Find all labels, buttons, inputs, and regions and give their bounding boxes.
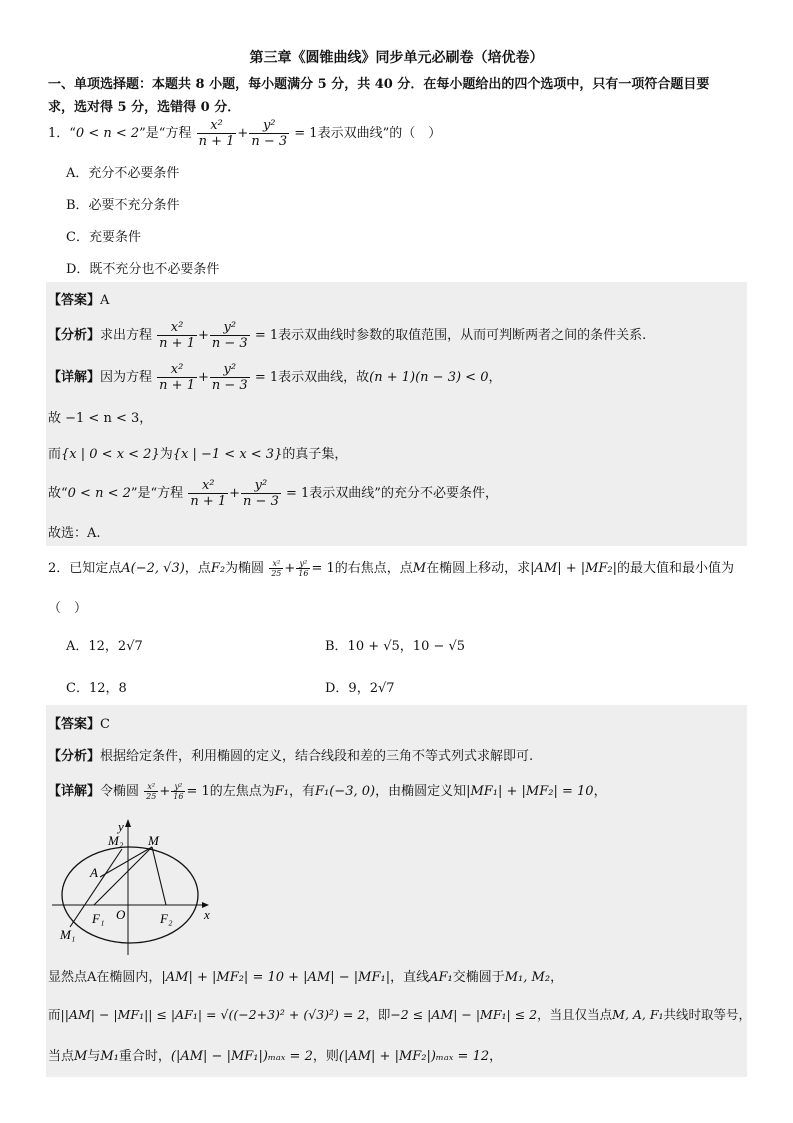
q1-detail-line4: 故“0 < n < 2”是“方程 $\frac{\text{x²}}{n + 1}$ + $\frac{\text{y²}}{n - 3}$ = 1表示双曲线”的充分不必要条件，	[48, 478, 498, 509]
label-m2: M₂	[108, 833, 124, 848]
q1-analysis: 【分析】求出方程 $\frac{\text{x²}}{n + 1}$ + $\frac{\text{y²}}{n - 3}$ = 1表示双曲线时参数的取值范围，从而可判断两者之间的条件关系.	[48, 320, 647, 351]
q2-option-c: C．12，8	[66, 681, 127, 696]
q2-stem: 2．已知定点A(−2, √3)，点F₂为椭圆 $\frac{\text{x²}}{25}$ + $\frac{\text{y²}}{16}$ = 1的右焦点，点M在椭圆上移动，求|AM| + |MF₂|的最大值和最小值为	[48, 559, 735, 578]
q1-detail-line5: 故选：A.	[48, 526, 101, 541]
q1-detail-line2: 故 −1 < n < 3，	[48, 411, 153, 426]
page-title: 第三章《圆锥曲线》同步单元必刷卷（培优卷）	[249, 50, 544, 66]
ellipse-figure	[52, 815, 232, 955]
q2-detail-line3: 而||AM| − |MF₁|| ≤ |AF₁| = √((−2+3)² + (√3)²) = 2，即−2 ≤ |AM| − |MF₁| ≤ 2，当且仅当点M, A, F₁共线时取等号，	[48, 1007, 752, 1022]
q1-option-a: A．充分不必要条件	[66, 166, 180, 181]
section-instructions-line1: 一、单项选择题：本题共 8 小题，每小题满分 5 分，共 40 分．在每小题给出的四个选项中，只有一项符合题目要	[48, 77, 710, 92]
q1-option-d: D．既不充分也不必要条件	[66, 262, 220, 277]
label-f1: F₁	[92, 911, 105, 926]
segment-mf2	[152, 847, 166, 905]
q1-frac-x: $\frac{\text{x²}}{n + 1}$	[198, 118, 235, 149]
q2-detail-line2: 显然点A在椭圆内，|AM| + |MF₂| = 10 + |AM| − |MF₁|，直线AF₁交椭圆于M₁, M₂，	[48, 970, 564, 985]
q2-answer: 【答案】C	[48, 717, 110, 732]
label-f2: F₂	[160, 911, 173, 926]
q1-detail: 【详解】因为方程 $\frac{\text{x²}}{n + 1}$ + $\frac{\text{y²}}{n - 3}$ = 1表示双曲线，故(n + 1)(n − 3) < 0，	[48, 362, 502, 393]
label-origin: O	[116, 907, 126, 922]
ellipse-curve	[62, 847, 198, 943]
y-axis-arrow	[125, 819, 131, 827]
q1-option-b: B．必要不充分条件	[66, 198, 180, 213]
label-m: M	[148, 833, 159, 848]
label-a: A	[90, 865, 98, 880]
q1-frac-y: $\frac{\text{y²}}{n - 3}$	[251, 118, 288, 149]
q1-option-c: C．充要条件	[66, 230, 141, 245]
q2-detail: 【详解】令椭圆 $\frac{\text{x²}}{25}$ + $\frac{\text{y²}}{16}$ = 1的左焦点为F₁，有F₁(−3, 0)，由椭圆定义知|MF₁| + |MF₂| = 10，	[48, 782, 607, 801]
q2-detail-line4: 当点M与M₁重合时，(|AM| − |MF₁|)ₘₐₓ = 2，则(|AM| + |MF₂|)ₘₐₓ = 12，	[48, 1049, 503, 1064]
label-x: x	[204, 907, 210, 922]
q1-stem: 1．“0 < n < 2”是“方程 $\frac{\text{x²}}{n + 1}$ + $\frac{\text{y²}}{n - 3}$ = 1表示双曲线”的（ ）	[48, 118, 442, 149]
q1-detail-line3: 而{x | 0 < x < 2}为{x | −1 < x < 3}的真子集，	[48, 447, 348, 462]
q1-answer: 【答案】A	[48, 293, 110, 308]
q2-option-a: A．12，2√7	[66, 639, 143, 654]
q2-paren: （ ）	[48, 601, 88, 616]
q2-option-b: B．10 + √5，10 − √5	[325, 639, 466, 654]
section-instructions-line2: 求，选对得 5 分，选错得 0 分．	[48, 100, 241, 115]
q2-option-d: D．9，2√7	[325, 681, 395, 696]
label-y: y	[118, 819, 124, 834]
q2-analysis: 【分析】根据给定条件，利用椭圆的定义，结合线段和差的三角不等式列式求解即可.	[48, 749, 534, 764]
label-m1: M₁	[60, 927, 76, 942]
